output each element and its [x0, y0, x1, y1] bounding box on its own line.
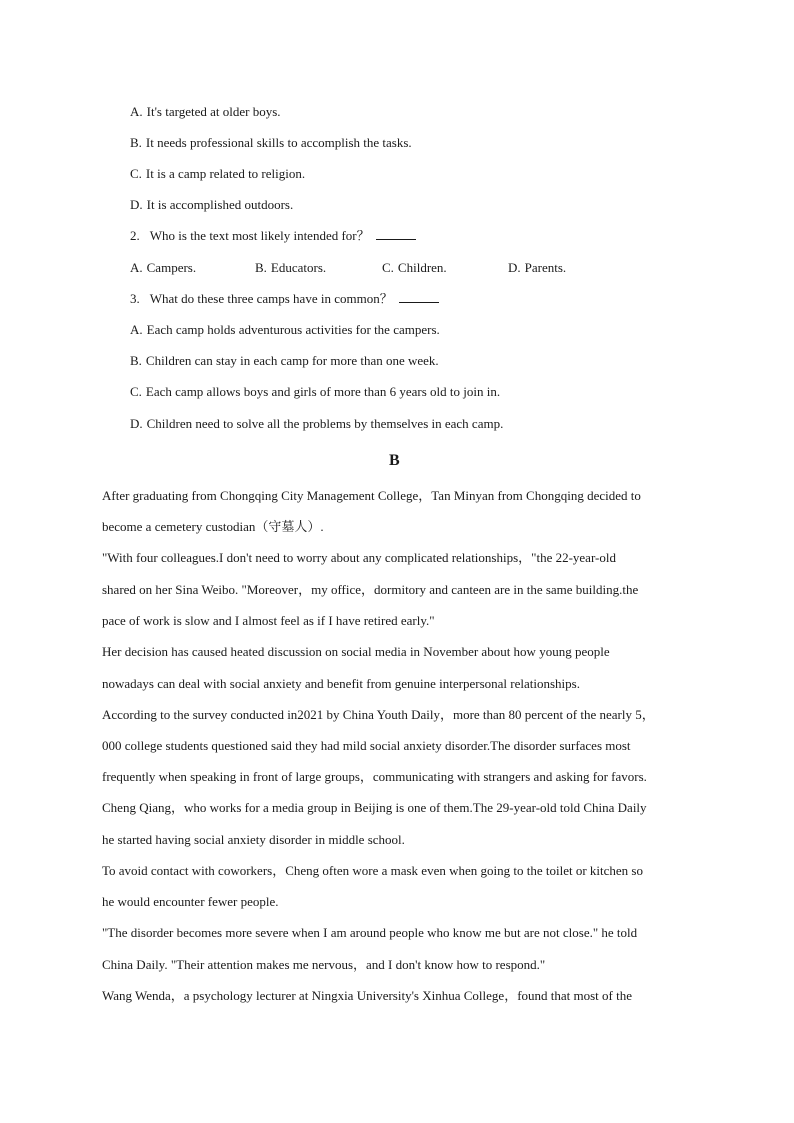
passage-line: "With four colleagues.I don't need to worry about any complicated relationships，"the 22-year-old	[102, 550, 616, 565]
q1-option-d[interactable]	[130, 197, 293, 213]
q3-option-c[interactable]	[130, 384, 500, 400]
option-text: It is accomplished outdoors.	[146, 197, 294, 212]
passage-line: become a cemetery custodian（守墓人）.	[102, 519, 324, 534]
option-letter: C.	[130, 166, 142, 181]
passage-line: shared on her Sina Weibo. "Moreover，my office，dormitory and canteen are in the same building.the	[102, 582, 639, 597]
option-letter: C.	[382, 260, 394, 275]
question-number: 2.	[130, 228, 140, 243]
passage-line: According to the survey conducted in2021 by China Youth Daily，more than 80 percent of the nearly 5，	[102, 707, 655, 722]
passage-line: frequently when speaking in front of large groups，communicating with strangers and asking for favors.	[102, 769, 647, 784]
section-title: B	[389, 452, 400, 469]
option-text: It is a camp related to religion.	[145, 166, 306, 181]
q1-option-c[interactable]	[130, 166, 305, 182]
question-number: 3.	[130, 291, 140, 306]
q1-option-b[interactable]	[130, 135, 412, 151]
passage-line: 000 college students questioned said they had mild social anxiety disorder.The disorder surfaces most	[102, 738, 631, 753]
passage-line: pace of work is slow and I almost feel as if I have retired early."	[102, 613, 435, 628]
q3-option-b[interactable]	[130, 353, 439, 369]
q2-option-c[interactable]	[382, 260, 447, 276]
passage-line: nowadays can deal with social anxiety and benefit from genuine interpersonal relationships.	[102, 676, 580, 691]
passage-line: After graduating from Chongqing City Management College，Tan Minyan from Chongqing decided to	[102, 488, 641, 503]
q1-option-a[interactable]	[130, 104, 281, 120]
q2-option-d[interactable]	[508, 260, 566, 276]
passage-line: Wang Wenda，a psychology lecturer at Ningxia University's Xinhua College，found that most of the	[102, 988, 633, 1003]
question-text: Who is the text most likely intended for？	[149, 228, 370, 243]
passage-line: China Daily. "Their attention makes me nervous，and I don't know how to respond."	[102, 957, 546, 972]
option-letter: D.	[508, 260, 521, 275]
option-letter: A.	[130, 322, 143, 337]
option-text: It needs professional skills to accomplish the tasks.	[145, 135, 412, 150]
passage-line: To avoid contact with coworkers，Cheng often wore a mask even when going to the toilet or kitchen so	[102, 863, 643, 878]
option-letter: B.	[130, 135, 142, 150]
question-text: What do these three camps have in common？	[149, 291, 393, 306]
passage-line: Her decision has caused heated discussion on social media in November about how young people	[102, 644, 610, 659]
option-text: It's targeted at older boys.	[146, 104, 281, 119]
passage-line: he would encounter fewer people.	[102, 894, 279, 909]
q3-option-a[interactable]	[130, 322, 440, 338]
option-letter: A.	[130, 104, 143, 119]
question-2	[130, 228, 416, 244]
q3-option-d[interactable]	[130, 416, 503, 432]
option-text: Children need to solve all the problems by themselves in each camp.	[146, 416, 504, 431]
option-letter: B.	[130, 353, 142, 368]
q2-option-b[interactable]	[255, 260, 326, 276]
option-text: Educators.	[270, 260, 327, 275]
option-text: Children.	[397, 260, 447, 275]
option-letter: D.	[130, 197, 143, 212]
option-text: Each camp holds adventurous activities for the campers.	[146, 322, 440, 337]
option-text: Parents.	[524, 260, 567, 275]
passage-line: "The disorder becomes more severe when I am around people who know me but are not close." he told	[102, 925, 638, 940]
option-letter: C.	[130, 384, 142, 399]
option-text: Each camp allows boys and girls of more than 6 years old to join in.	[145, 384, 501, 399]
option-letter: D.	[130, 416, 143, 431]
answer-blank[interactable]	[376, 228, 416, 240]
option-letter: A.	[130, 260, 143, 275]
option-text: Campers.	[146, 260, 197, 275]
passage-line: Cheng Qiang，who works for a media group in Beijing is one of them.The 29-year-old told China Daily	[102, 800, 647, 815]
question-3	[130, 291, 439, 307]
option-text: Children can stay in each camp for more than one week.	[145, 353, 439, 368]
answer-blank[interactable]	[399, 291, 439, 303]
q2-option-a[interactable]	[130, 260, 196, 276]
passage-line: he started having social anxiety disorder in middle school.	[102, 832, 405, 847]
option-letter: B.	[255, 260, 267, 275]
